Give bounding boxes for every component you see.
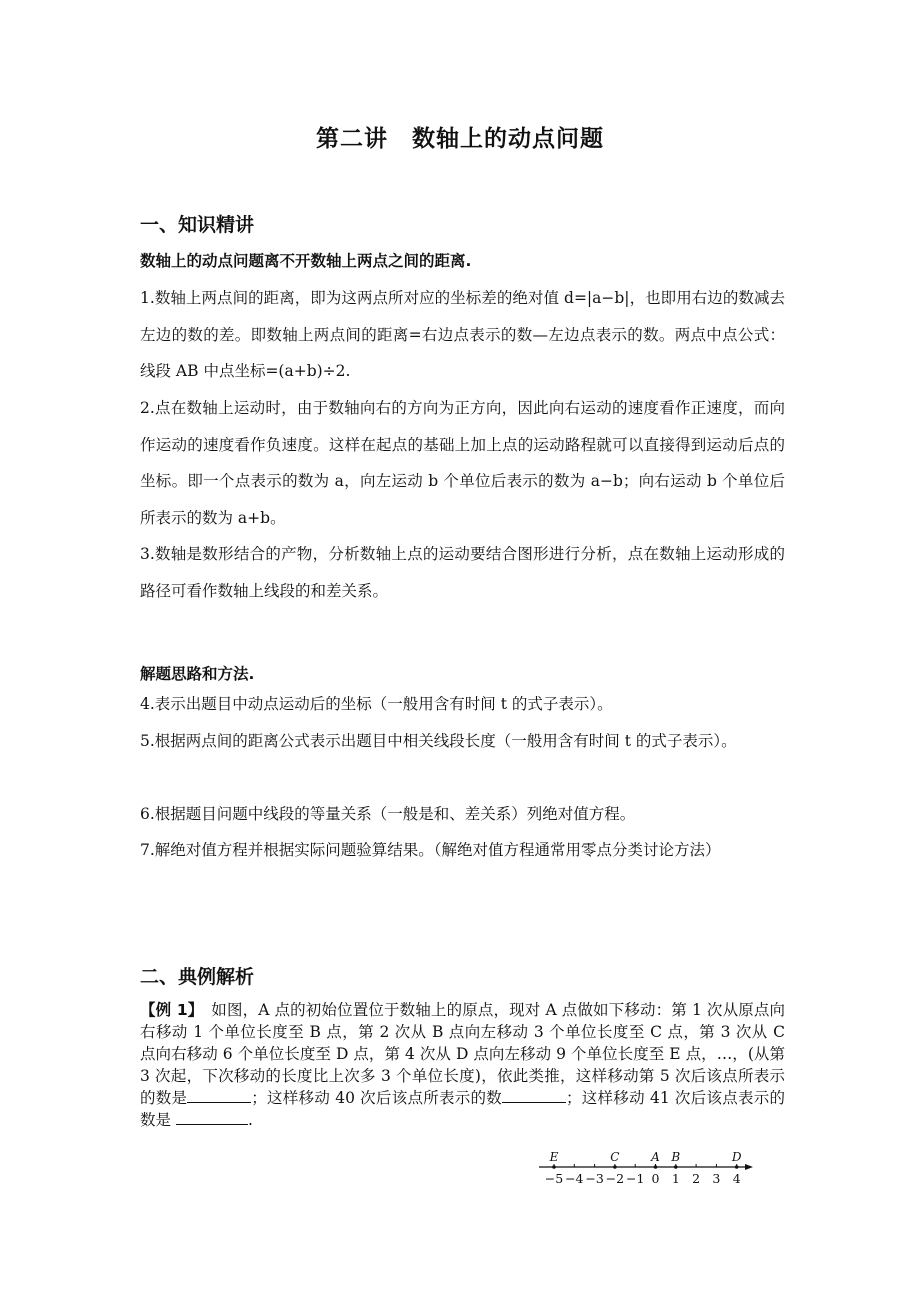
paragraph-5: 5.根据两点间的距离公式表示出题目中相关线段长度（一般用含有时间 t 的式子表示）。 <box>140 732 737 750</box>
point-label: C <box>610 1150 620 1164</box>
paragraph-2: 2.点在数轴上运动时，由于数轴向右的方向为正方向，因此向右运动的速度看作正速度，而向作运动的速度看作负速度。这样在起点的基础上加上点的运动路程就可以直接得到运动后点的坐标。即一个点表示的数为 a，向左运动 b 个单位后表示的数为 a−b；向右运动 b 个单位后所表示的数为 a+b。 <box>140 399 785 527</box>
section-heading-examples: 二、典例解析 <box>140 966 255 988</box>
section-heading-knowledge: 一、知识精讲 <box>140 214 255 236</box>
example-text: 如图，A 点的初始位置位于数轴上的原点，现对 A 点做如下移动：第 1 次从原点向右移动 1 个单位长度至 B 点，第 2 次从 B 点向左移动 3 个单位长度至 C 点，第 3 次从 C 点向右移动 6 个单位长度至 D 点，第 4 次从 D 点向左移动 9 个单位长度至 E 点，…，(从第 3 次起，下次移动的长度比上次多 3 个单位长度)，依此类推，这样移动第 5 次后该点所表示的数是 <box>140 1001 785 1107</box>
paragraph-4: 4.表示出题目中动点运动后的坐标（一般用含有时间 t 的式子表示）。 <box>140 695 613 713</box>
paragraph-6: 6.根据题目问题中线段的等量关系（一般是和、差关系）列绝对值方程。 <box>140 805 636 823</box>
tick-label: 3 <box>712 1171 721 1186</box>
tick-label: −1 <box>625 1171 645 1186</box>
example-question-3: ；这样移动 41 次后该点表示的数是 <box>140 1089 785 1129</box>
page-title: 第二讲 数轴上的动点问题 <box>316 126 604 152</box>
example-end: . <box>247 1111 253 1129</box>
number-line-figure <box>535 1148 755 1188</box>
tick-label: −2 <box>605 1171 625 1186</box>
methods-heading: 解题思路和方法. <box>140 665 255 683</box>
point-dot <box>552 1165 556 1169</box>
point-dot <box>674 1165 678 1169</box>
paragraph-1: 1.数轴上两点间的距离，即为这两点所对应的坐标差的绝对值 d=|a−b|，也即用右边的数减去左边的数的差。即数轴上两点间的距离=右边点表示的数—左边点表示的数。两点中点公式：线段 AB 中点坐标=(a+b)÷2. <box>140 289 785 380</box>
answer-blank-1[interactable] <box>187 1088 251 1103</box>
example-question-2: ；这样移动 40 次后该点所表示的数 <box>251 1089 503 1107</box>
lead-statement: 数轴上的动点问题离不开数轴上两点之间的距离. <box>140 252 472 270</box>
paragraph-7: 7.解绝对值方程并根据实际问题验算结果。（解绝对值方程通常用零点分类讨论方法） <box>140 841 721 859</box>
point-label: A <box>651 1150 660 1164</box>
tick-label: 2 <box>692 1171 701 1186</box>
tick-label: 4 <box>732 1171 741 1186</box>
point-dot <box>735 1165 739 1169</box>
example-1 <box>140 999 785 1131</box>
point-label: B <box>671 1150 681 1164</box>
answer-blank-3[interactable] <box>176 1110 248 1125</box>
tick-label: 1 <box>671 1171 680 1186</box>
tick-label: −3 <box>585 1171 604 1186</box>
point-dot <box>654 1165 658 1169</box>
tick-label: −4 <box>565 1171 584 1186</box>
axis-arrow-icon <box>745 1164 753 1170</box>
tick-label: −5 <box>544 1171 564 1186</box>
point-label: E <box>549 1150 559 1164</box>
paragraph-3: 3.数轴是数形结合的产物，分析数轴上点的运动要结合图形进行分析，点在数轴上运动形成的路径可看作数轴上线段的和差关系。 <box>140 545 785 600</box>
point-dot <box>613 1165 617 1169</box>
point-label: D <box>731 1150 742 1164</box>
example-label: 【例 1】 <box>140 1001 196 1019</box>
answer-blank-2[interactable] <box>502 1088 566 1103</box>
tick-label: 0 <box>651 1171 660 1186</box>
